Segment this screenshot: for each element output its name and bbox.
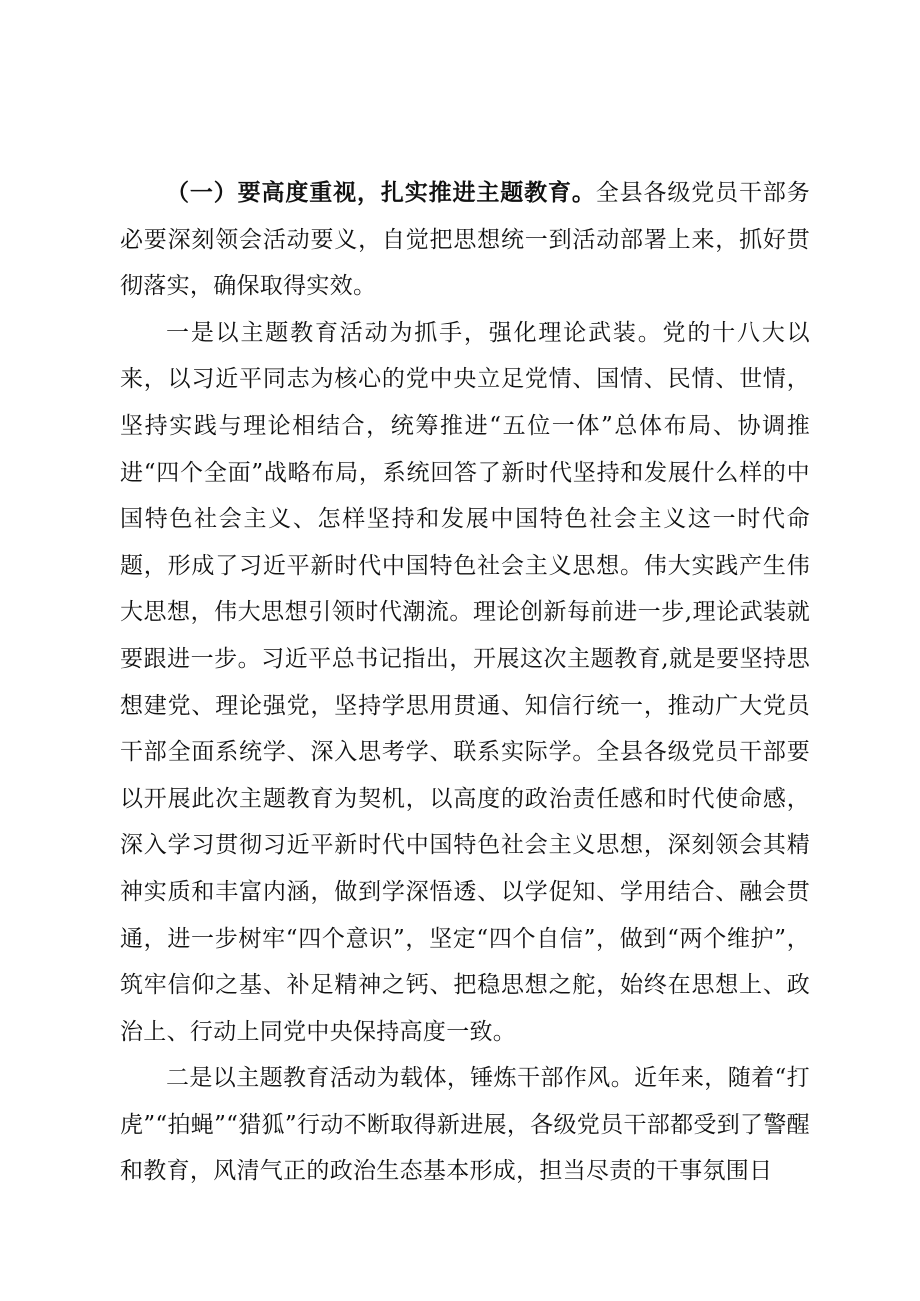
body-paragraph-1 (120, 310, 810, 1056)
section-heading: （一）要高度重视，扎实推进主题教育。 (166, 179, 596, 206)
document-body (120, 170, 810, 1195)
paragraph-text: 二是以主题教育活动为载体，锤炼干部作风。近年来，随着“打虎”“拍蝇”“猎狐”行动不断取得新进展，各级党员干部都受到了警醒和教育，风清气正的政治生态基本形成，担当尽责的干事氛围日 (120, 1065, 810, 1185)
body-paragraph-2 (120, 1055, 810, 1195)
paragraph-text: 全县各级党员干部务必要深刻领会活动要义，自觉把思想统一到活动部署上来，抓好贯彻落实，确保取得实效。 (120, 180, 811, 300)
paragraph-text: 一是以主题教育活动为抓手，强化理论武装。党的十八大以来，以习近平同志为核心的党中央立足党情、国情、民情、世情，坚持实践与理论相结合，统筹推进“五位一体”总体布局、协调推进“四个全面”战略布局，系统回答了新时代坚持和发展什么样的中国特色社会主义、怎样坚持和发展中国特色社会主义这一时代命题，形成了习近平新时代中国特色社会主义思想。伟大实践产生伟大思想，伟大思想引领时代潮流。理论创新每前进一步,理论武装就要跟进一步。习近平总书记指出，开展这次主题教育,就是要坚持思想建党、理论强党，坚持学思用贯通、知信行统一，推动广大党员干部全面系统学、深入思考学、联系实际学。全县各级党员干部要以开展此次主题教育为契机，以高度的政治责任感和时代使命感，深入学习贯彻习近平新时代中国特色社会主义思想，深刻领会其精神实质和丰富内涵，做到学深悟透、以学促知、学用结合、融会贯通，进一步树牢“四个意识”，坚定“四个自信”，做到“两个维护”，筑牢信仰之基、补足精神之钙、把稳思想之舵，始终在思想上、政治上、行动上同党中央保持高度一致。 (120, 319, 810, 1045)
section-heading-paragraph (120, 170, 810, 310)
